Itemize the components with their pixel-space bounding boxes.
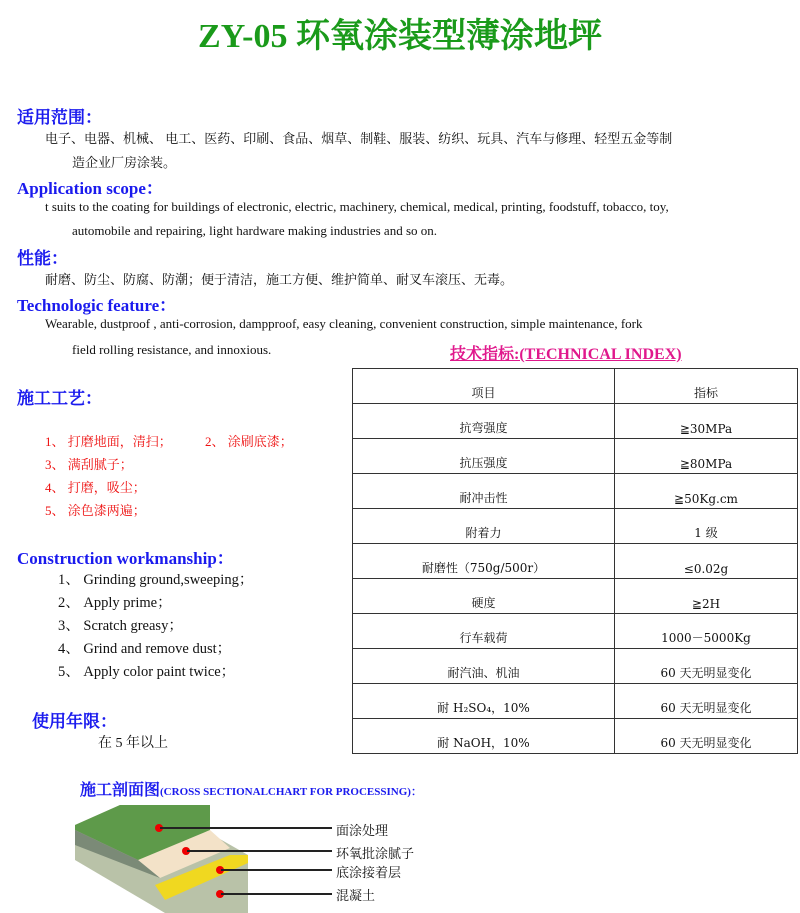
item-cell: 耐磨性（750g/500r） bbox=[353, 544, 615, 579]
value-cell: 指标 bbox=[615, 369, 798, 404]
feature-en-line1: Wearable, dustproof , anti-corrosion, dampproof, easy cleaning, convenient construction, simple maintenance, fork bbox=[45, 316, 643, 331]
table-row bbox=[353, 684, 798, 719]
technical-index-heading: 技术指标:(TECHNICAL INDEX) bbox=[450, 346, 682, 363]
service-life-heading: 使用年限： bbox=[32, 712, 117, 731]
value-cell: 1000－5000Kg bbox=[615, 614, 798, 649]
table-row bbox=[353, 474, 798, 509]
item-cell: 项目 bbox=[353, 369, 615, 404]
leader-line bbox=[160, 827, 332, 829]
process-cn-step: 3、 满刮腻子； bbox=[45, 457, 133, 472]
table-row bbox=[353, 579, 798, 614]
cross-section-heading-cn: 施工剖面图 bbox=[80, 782, 161, 799]
scope-en-line2: automobile and repairing, light hardware making industries and so on. bbox=[72, 223, 437, 238]
scope-cn-heading: 适用范围： bbox=[17, 108, 102, 127]
layer-label: 混凝土 bbox=[336, 889, 376, 904]
process-cn-heading: 施工工艺： bbox=[17, 389, 102, 408]
value-cell: 60 天无明显变化 bbox=[615, 684, 798, 719]
process-cn-step: 2、 涂刷底漆； bbox=[205, 434, 293, 449]
table-row bbox=[353, 649, 798, 684]
leader-line bbox=[221, 869, 332, 871]
process-cn-step: 1、 打磨地面，清扫； bbox=[45, 434, 172, 449]
service-life-value: 在 5 年以上 bbox=[98, 736, 168, 751]
process-en-step: 3、 Scratch greasy； bbox=[58, 618, 183, 634]
item-cell: 行车载荷 bbox=[353, 614, 615, 649]
item-cell: 硬度 bbox=[353, 579, 615, 614]
layer-label: 面涂处理 bbox=[336, 824, 389, 839]
table-row bbox=[353, 509, 798, 544]
layer-label: 环氧批涂腻子 bbox=[336, 847, 415, 862]
process-en-step: 5、 Apply color paint twice； bbox=[58, 664, 236, 680]
leader-line bbox=[187, 850, 332, 852]
feature-en-heading: Technologic feature： bbox=[17, 296, 177, 315]
cross-section-heading-en: (CROSS SECTIONALCHART FOR PROCESSING)： bbox=[160, 786, 422, 798]
item-cell: 耐冲击性 bbox=[353, 474, 615, 509]
item-cell: 抗弯强度 bbox=[353, 404, 615, 439]
cross-section-heading bbox=[80, 777, 422, 800]
item-cell: 耐汽油、机油 bbox=[353, 649, 615, 684]
item-cell: 耐 NaOH，10% bbox=[353, 719, 615, 754]
table-row bbox=[353, 544, 798, 579]
scope-en-heading: Application scope： bbox=[17, 179, 163, 198]
technical-index-table bbox=[352, 368, 798, 754]
feature-cn-heading: 性能： bbox=[17, 249, 68, 268]
value-cell: ≤0.02g bbox=[615, 544, 798, 579]
feature-en-line2: field rolling resistance, and innoxious. bbox=[72, 342, 272, 357]
scope-en-line1: t suits to the coating for buildings of electronic, electric, machinery, chemical, medical, printing, foodstuff, tobacco, toy, bbox=[45, 199, 669, 214]
value-cell: 60 天无明显变化 bbox=[615, 649, 798, 684]
table-row bbox=[353, 404, 798, 439]
item-cell: 附着力 bbox=[353, 509, 615, 544]
cross-section-diagram bbox=[70, 800, 330, 913]
table-row bbox=[353, 719, 798, 754]
table-header-row bbox=[353, 369, 798, 404]
scope-cn-line1: 电子、电器、机械、 电工、医药、印刷、食品、烟草、制鞋、服装、纺织、玩具、汽车与修理、轻型五金等制 bbox=[45, 131, 673, 146]
page-title: ZY-05 环氧涂装型薄涂地坪 bbox=[198, 18, 602, 55]
process-en-step: 2、 Apply prime； bbox=[58, 595, 172, 611]
process-en-heading: Construction workmanship： bbox=[17, 549, 234, 568]
table-row bbox=[353, 439, 798, 474]
process-en-step: 4、 Grind and remove dust； bbox=[58, 641, 232, 657]
process-cn-step: 4、 打磨，吸尘； bbox=[45, 480, 146, 495]
value-cell: ≧30MPa bbox=[615, 404, 798, 439]
value-cell: 1 级 bbox=[615, 509, 798, 544]
layer-label: 底涂接着层 bbox=[336, 866, 402, 881]
value-cell: ≧2H bbox=[615, 579, 798, 614]
value-cell: 60 天无明显变化 bbox=[615, 719, 798, 754]
table-row bbox=[353, 614, 798, 649]
leader-line bbox=[221, 893, 332, 895]
value-cell: ≧50Kg.cm bbox=[615, 474, 798, 509]
value-cell: ≧80MPa bbox=[615, 439, 798, 474]
process-en-step: 1、 Grinding ground,sweeping； bbox=[58, 572, 254, 588]
scope-cn-line2: 造企业厂房涂装。 bbox=[72, 155, 177, 170]
feature-cn-line1: 耐磨、防尘、防腐、防潮；便于清洁，施工方便、维护简单、耐叉车滚压、无毒。 bbox=[45, 272, 514, 287]
item-cell: 抗压强度 bbox=[353, 439, 615, 474]
item-cell: 耐 H₂SO₄，10% bbox=[353, 684, 615, 719]
process-cn-step: 5、 涂色漆两遍； bbox=[45, 503, 146, 518]
